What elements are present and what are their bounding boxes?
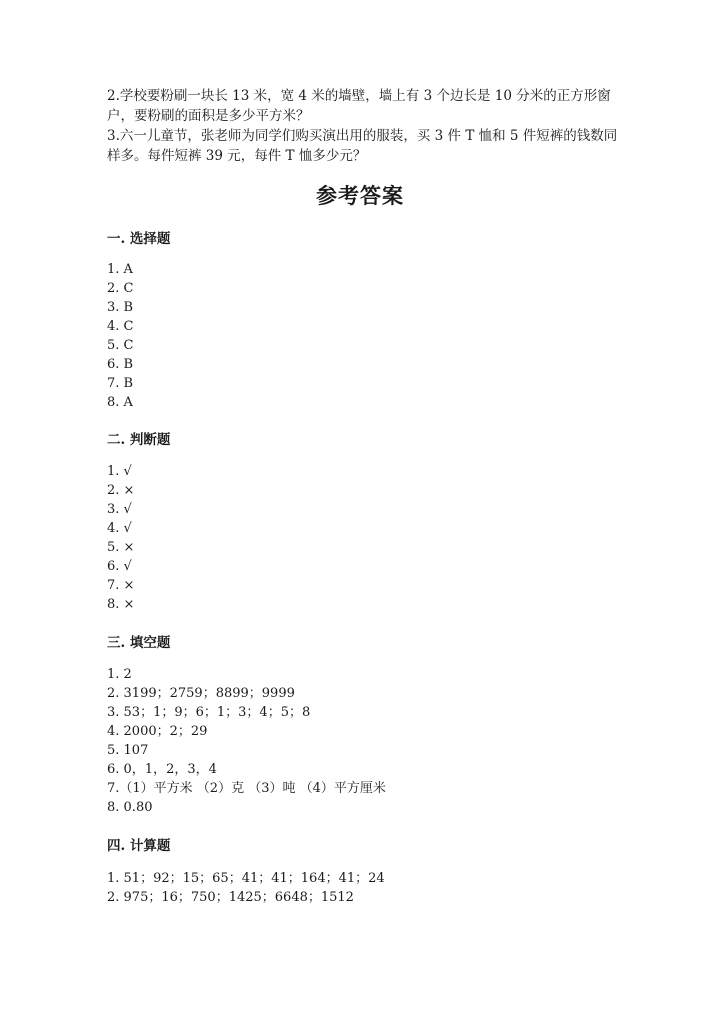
answer-item: 6. B xyxy=(107,357,134,372)
answer-item: 8. 0.80 xyxy=(107,800,153,815)
multiple-choice-answers xyxy=(107,260,133,412)
answer-item: 4. √ xyxy=(107,521,132,536)
answer-item: 1. 2 xyxy=(107,667,132,682)
answer-item: 2. × xyxy=(107,483,135,498)
answer-key-title: 参考答案 xyxy=(316,183,404,208)
true-false-answers xyxy=(107,462,134,614)
section-heading-calculation: 四. 计算题 xyxy=(107,838,171,854)
answer-item: 1. A xyxy=(107,262,133,277)
fill-in-blank-answers xyxy=(107,665,386,817)
answer-item: 5. 107 xyxy=(107,743,149,758)
answer-item: 2. 975；16；750；1425；6648；1512 xyxy=(107,890,354,905)
answer-item: 3. 53；1；9；6；1；3；4；5；8 xyxy=(107,705,311,720)
word-problems xyxy=(107,86,627,166)
problem-2: 2.学校要粉刷一块长 13 米，宽 4 米的墙壁，墙上有 3 个边长是 10 分米的正方形窗户，要粉刷的面积是多少平方米？ xyxy=(107,88,611,124)
calculation-answers xyxy=(107,869,385,907)
answer-item: 7.（1）平方米 （2）克 （3）吨 （4）平方厘米 xyxy=(107,781,386,796)
answer-item: 3. √ xyxy=(107,502,132,517)
section-heading-true-false: 二. 判断题 xyxy=(107,432,171,448)
answer-item: 2. 3199；2759；8899；9999 xyxy=(107,686,295,701)
answer-item: 7. × xyxy=(107,578,135,593)
answer-item: 1. 51；92；15；65；41；41；164；41；24 xyxy=(107,871,385,886)
section-heading-multiple-choice: 一. 选择题 xyxy=(107,231,171,247)
answer-item: 7. B xyxy=(107,376,134,391)
answer-item: 3. B xyxy=(107,300,134,315)
answer-item: 8. × xyxy=(107,597,135,612)
answer-item: 4. C xyxy=(107,319,134,334)
answer-item: 2. C xyxy=(107,281,134,296)
answer-item: 5. × xyxy=(107,540,135,555)
answer-item: 1. √ xyxy=(107,464,132,479)
answer-item: 8. A xyxy=(107,395,133,410)
answer-item: 5. C xyxy=(107,338,134,353)
problem-3: 3.六一儿童节，张老师为同学们购买演出用的服装，买 3 件 T 恤和 5 件短裤的钱数同样多。每件短裤 39 元，每件 T 恤多少元？ xyxy=(107,128,618,164)
answer-item: 6. 0，1，2，3，4 xyxy=(107,762,217,777)
answer-item: 4. 2000；2；29 xyxy=(107,724,208,739)
answer-item: 6. √ xyxy=(107,559,132,574)
section-heading-fill-in-blank: 三. 填空题 xyxy=(107,635,171,651)
